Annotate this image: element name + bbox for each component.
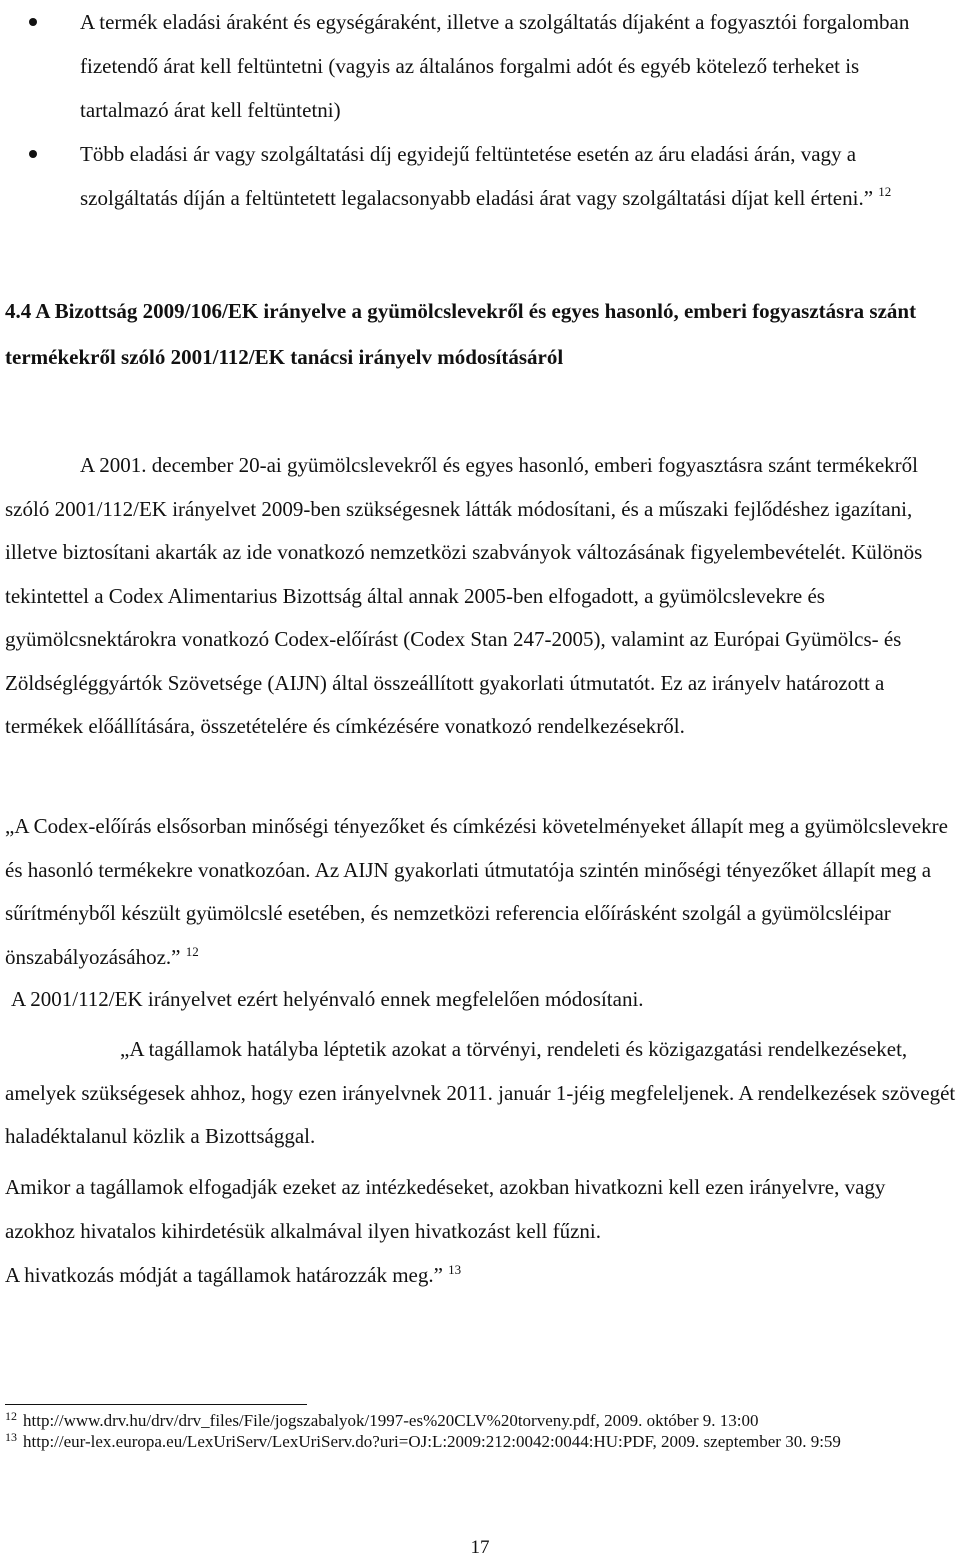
paragraph bbox=[5, 1254, 957, 1298]
footnote-ref[interactable]: 13 bbox=[448, 1262, 462, 1277]
quote-paragraph bbox=[5, 805, 957, 979]
bullet-dot-icon bbox=[29, 150, 37, 158]
footnote-divider bbox=[5, 1404, 307, 1405]
quote-paragraph: „A tagállamok hatályba léptetik azokat a törvényi, rendeleti és közigazgatási rendelkezéseket, amelyek szükségesek ahhoz, hogy ezen irányelvnek 2011. január 1-jéig megfeleljenek. A rendelkezések szövegét haladéktalanul közlik a Bizottsággal. bbox=[5, 1037, 956, 1148]
bullet-text: A termék eladási áraként és egységáraként, illetve a szolgáltatás díjaként a fogyasztói forgalomban fizetendő árat kell feltüntetni (vagyis az általános forgalmi adót és egyéb kötelező terheket is tartalmazó árat kell feltüntetni) bbox=[80, 10, 910, 122]
bullet-item bbox=[0, 0, 960, 132]
bullet-text: Több eladási ár vagy szolgáltatási díj egyidejű feltüntetése esetén az áru eladási árán, vagy a szolgáltatás díján a feltüntetett legalacsonyabb eladási árat vagy szolgáltatási díjat kell érteni.” bbox=[80, 142, 874, 210]
bullet-item bbox=[0, 132, 960, 220]
bullet-list bbox=[0, 0, 960, 220]
footnote-link[interactable]: http://www.drv.hu/drv/drv_files/File/jogszabalyok/1997-es%20CLV%20torveny.pdf, 2009. október 9. 13:00 bbox=[23, 1411, 759, 1430]
paragraph: Amikor a tagállamok elfogadják ezeket az intézkedéseket, azokban hivatkozni kell ezen irányelvre, vagy azokhoz hivatalos kihirdetésük alkalmával ilyen hivatkozást kell fűzni. bbox=[5, 1175, 886, 1243]
paragraph: A 2001. december 20-ai gyümölcslevekről és egyes hasonló, emberi fogyasztásra szánt termékekről szóló 2001/112/EK irányelvet 2009-ben szükségesnek látták módosítani, és a műszaki fejlődéshez igazítani, illetve biztosítani akarták az ide vonatkozó nemzetközi szabványok változásának figyelembevételét. Különös tekintettel a Codex Alimentarius Bizottság által annak 2005-ben elfogadott, a gyümölcslevekre és gyümölcsnektárokra vonatkozó Codex-előírást (Codex Stan 247-2005), valamint az Európai Gyümölcs- és Zöldségléggyártók Szövetsége (AIJN) által összeállított gyakorlati útmutatót. Ez az irányelv határozott a termékek előállítására, összetételére és címkézésére vonatkozó rendelkezésekről. bbox=[5, 453, 923, 738]
footnotes bbox=[5, 1410, 955, 1452]
footnote-number: 12 bbox=[5, 1409, 17, 1423]
footnote-link[interactable]: http://eur-lex.europa.eu/LexUriServ/LexUriServ.do?uri=OJ:L:2009:212:0042:0044:HU:PDF, 2009. szeptember 30. 9:59 bbox=[23, 1432, 841, 1451]
footnote bbox=[5, 1431, 955, 1452]
page-number: 17 bbox=[470, 1537, 490, 1558]
section-heading: 4.4 A Bizottság 2009/106/EK irányelve a gyümölcslevekről és egyes hasonló, emberi fogyasztásra szánt termékekről szóló 2001/112/EK tanácsi irányelv módosításáról bbox=[5, 299, 917, 369]
footnote-ref[interactable]: 12 bbox=[878, 184, 892, 199]
paragraph-text: A hivatkozás módját a tagállamok határozzák meg.” bbox=[5, 1263, 443, 1287]
bullet-dot-icon bbox=[29, 18, 37, 26]
footnote bbox=[5, 1410, 955, 1431]
footnote-number: 13 bbox=[5, 1430, 17, 1444]
paragraph-text: „A Codex-előírás elsősorban minőségi tényezőket és címkézési követelményeket állapít meg a gyümölcslevekre és hasonló termékekre vonatkozóan. Az AIJN gyakorlati útmutatója szintén minőségi tényezőket állapít meg a sűrítményből készült gyümölcslé esetében, és nemzetközi referencia előírásként szolgál a gyümölcsléipar önszabályozásához.” bbox=[5, 814, 948, 969]
footnote-ref[interactable]: 12 bbox=[185, 943, 199, 959]
paragraph: A 2001/112/EK irányelvet ezért helyénvaló ennek megfelelően módosítani. bbox=[11, 987, 644, 1011]
